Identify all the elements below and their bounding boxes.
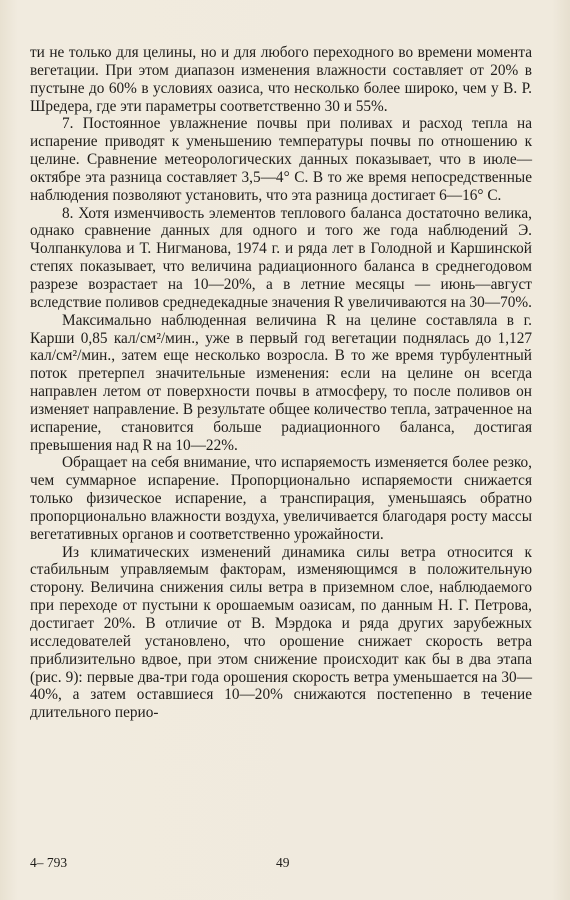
paragraph-evaporation: Обращает на себя внимание, что испаряемость изменяется более резко, чем суммарное испарение. Пропорционально испаряемости снижается только физическое испарение, а транспирация, уменьшаясь обратно пропорционально влажности воздуха, увеличивается благодаря росту массы вегетативных органов и соответственно урожайности. [30, 454, 532, 543]
paragraph-wind-speed: Из климатических изменений динамика силы ветра относится к стабильным управляемым факторам, изменяющимся в положительную сторону. Величина снижения силы ветра в приземном слое, наблюдаемого при переходе от пустыни к орошаемым оазисам, по данным Н. Г. Петрова, достигает 20%. В отличие от В. Мэрдока и ряда других зарубежных исследователей установлено, что орошение снижает скорость ветра приблизительно вдвое, при этом снижение происходит как бы в два этапа (рис. 9): первые два-три года орошения скорость ветра уменьшается на 30—40%, а затем оставшиеся 10—20% снижаются постепенно в течение длительного перио- [30, 543, 532, 722]
page-number: 49 [276, 855, 290, 870]
paragraph-point-7: 7. Постоянное увлажнение почвы при поливах и расход тепла на испарение приводят к уменьшению температуры почвы по отношению к целине. Сравнение метеорологических данных показывает, что в июле—октябре эта разница составляет 3,5—4° С. В то же время непосредственные наблюдения позволяют установить, что эта разница достигает 6—16° С. [30, 115, 532, 204]
printer-signature: 4– 793 [30, 855, 68, 870]
paragraph-radiation-balance: Максимально наблюденная величина R на целине составляла в г. Карши 0,85 кал/см²/мин., уже в первый год вегетации поднялась до 1,127 кал/см²/мин., затем еще несколько возросла. В то же время турбулентный поток претерпел значительные изменения: если на целине он всегда направлен летом от поверхности почвы в атмосферу, то после поливов он изменяет направление. В результате общее количество тепла, затраченное на испарение, становится больше радиационного баланса, достигая превышения над R на 10—22%. [30, 311, 532, 454]
page-footer [30, 855, 532, 875]
paragraph-continuation: ти не только для целины, но и для любого переходного во времени момента вегетации. При этом диапазон изменения влажности составляет от 20% в пустыне до 60% в условиях оазиса, что несколько более широко, чем у В. Р. Шредера, где эти параметры соответственно 30 и 55%. [30, 44, 532, 115]
paragraph-point-8: 8. Хотя изменчивость элементов теплового баланса достаточно велика, однако сравнение данных для одного и того же года наблюдений Э. Чолпанкулова и Т. Нигманова, 1974 г. и ряда лет в Голодной и Каршинской степях показывает, что величина радиационного баланса в среднегодовом разрезе возрастает на 10—20%, а в летние месяцы — июнь—август вследствие поливов среднедекадные значения R увеличиваются на 30—70%. [30, 204, 532, 311]
page-body [30, 44, 532, 722]
